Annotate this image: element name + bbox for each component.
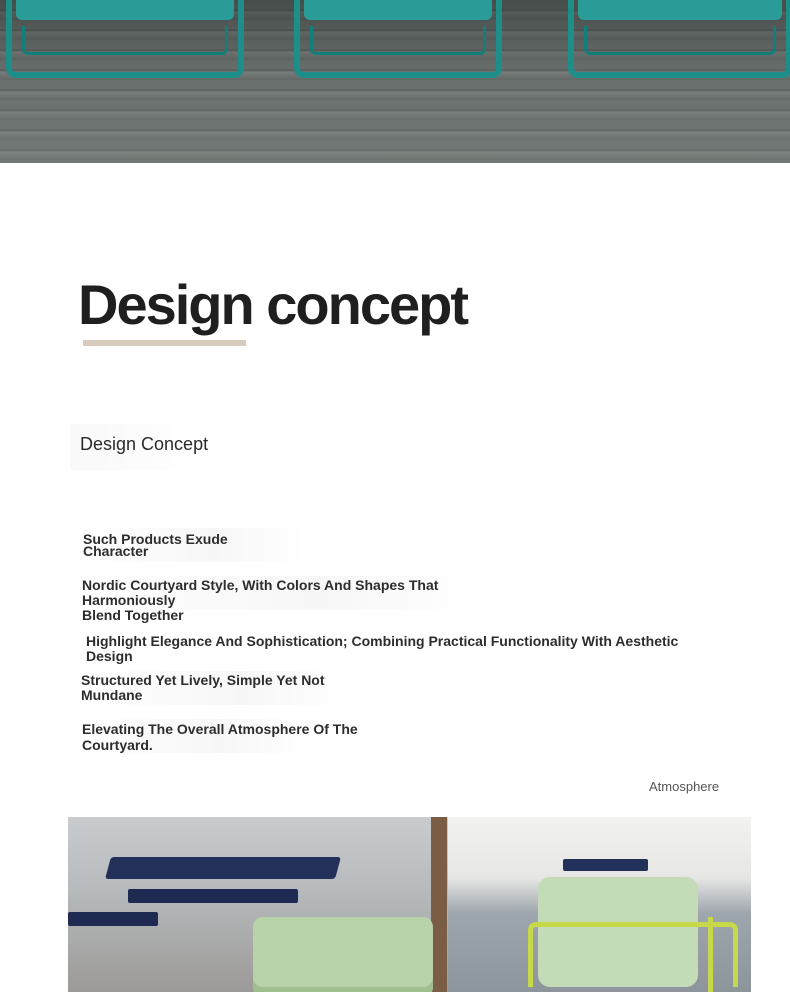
teal-chair-right [568,0,790,78]
navy-bench [563,859,648,871]
lime-sofa-frame [528,922,738,987]
concept-line-character: Such Products Exude Character [83,531,228,559]
navy-bench [68,912,158,926]
lime-sofa-frame [708,917,751,992]
teal-chair-left [6,0,244,78]
section-subtitle: Design Concept [80,434,209,454]
green-sofa [253,917,433,992]
page-title: Design concept [78,273,467,336]
teal-chair-frame [584,26,776,55]
teal-chair-frame [22,26,228,55]
teal-chair-seat [304,0,492,20]
photo-caption: Atmosphere [649,779,720,794]
navy-bench [128,889,298,903]
teal-chair-center [294,0,502,78]
concept-line-atmosphere: Elevating The Overall Atmosphere Of The Courtyard. [82,721,358,753]
concept-line-structured: Structured Yet Lively, Simple Yet Not Mundane [81,672,325,703]
tree-trunk [431,817,447,992]
concept-line-elegance: Highlight Elegance And Sophistication; Combining Practical Functionality With Aesthetic Design [86,633,679,664]
teal-chair-seat [578,0,782,20]
teal-chair-seat [16,0,234,20]
navy-table [105,857,341,879]
hero-photo-teal-chairs-on-deck [0,0,790,163]
title-underline [83,340,246,346]
teal-chair-frame [310,26,486,55]
concept-line-nordic-style: Nordic Courtyard Style, With Colors And Shapes That Harmoniously Blend Together [82,577,439,623]
bottom-photo-outdoor-furniture [68,817,751,992]
